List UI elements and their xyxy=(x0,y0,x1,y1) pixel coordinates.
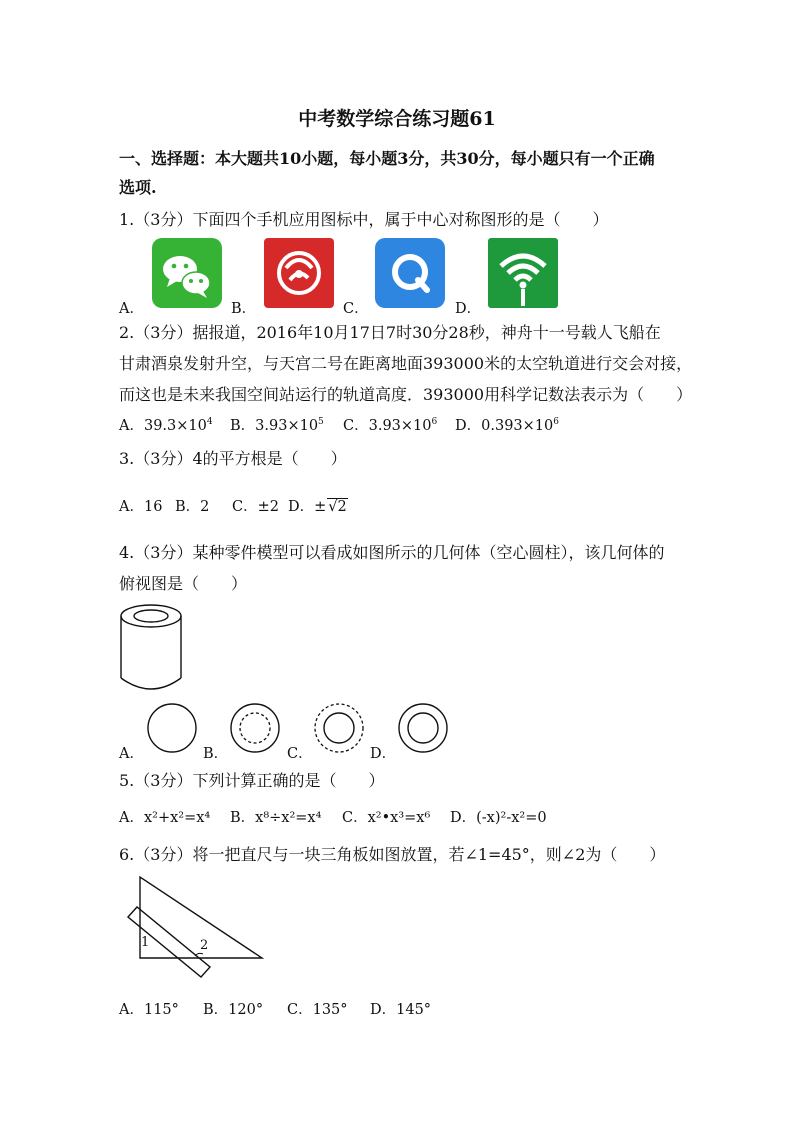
q2-option-b: B．$3.93\times 10^5$ xyxy=(230,417,324,434)
q4-option-d: D． xyxy=(370,746,397,762)
q5-option-a: A．x²+x²=x⁴ xyxy=(119,810,211,826)
q1-stem: 1.（3分）下面四个手机应用图标中，属于中心对称图形的是（ ） xyxy=(119,210,609,229)
angle-1-label: 1 xyxy=(141,935,150,950)
q1-option-a: A． xyxy=(119,301,144,317)
phoenix-swirl-icon xyxy=(264,238,334,308)
section-heading-line2: 选项. xyxy=(119,178,157,197)
q6-option-b: B．120° xyxy=(203,1002,264,1018)
view-option-b-rings-dashed-inner xyxy=(229,702,281,754)
q1-option-b: B． xyxy=(231,301,257,317)
q4-option-b: B． xyxy=(203,746,229,762)
view-option-c-rings-dashed-outer xyxy=(313,702,365,754)
q3-stem: 3.（3分）4的平方根是（ ） xyxy=(119,449,347,468)
q5-stem: 5.（3分）下列计算正确的是（ ） xyxy=(119,771,385,790)
q5-option-d: D．(-x)²-x²=0 xyxy=(450,810,547,826)
q2-line3: 而这也是未来我国空间站运行的轨道高度．393000用科学记数法表示为（ ） xyxy=(119,385,693,404)
q-search-icon xyxy=(375,238,445,308)
view-option-a-circle xyxy=(146,702,198,754)
q1-option-d: D． xyxy=(455,301,482,317)
q6-stem: 6.（3分）将一把直尺与一块三角板如图放置，若∠1=45°，则∠2为（ ） xyxy=(119,845,666,864)
section-heading-line1: 一、选择题：本大题共10小题，每小题3分，共30分，每小题只有一个正确 xyxy=(119,149,655,168)
q3-option-d: D．± √2 xyxy=(288,499,347,515)
q3-option-a: A．16 xyxy=(119,499,163,515)
q4-line2: 俯视图是（ ） xyxy=(119,574,248,593)
q2-option-d: D．$0.393\times 10^6$ xyxy=(455,417,559,434)
q6-option-c: C．135° xyxy=(287,1002,348,1018)
q4-option-a: A． xyxy=(119,746,144,762)
view-option-d-solid-rings xyxy=(397,702,449,754)
q6-option-d: D．145° xyxy=(370,1002,432,1018)
q6-option-a: A．115° xyxy=(119,1002,179,1018)
q2-option-c: C．$3.93\times 10^6$ xyxy=(343,417,438,434)
wifi-signal-icon xyxy=(488,238,558,308)
ruler-triangle-figure xyxy=(115,870,275,980)
q3-option-c: C．±2 xyxy=(232,499,279,515)
hollow-cylinder-figure xyxy=(115,600,190,695)
q5-option-c: C．x²•x³=x⁶ xyxy=(342,810,431,826)
q1-option-c: C． xyxy=(343,301,369,317)
q4-line1: 4.（3分）某种零件模型可以看成如图所示的几何体（空心圆柱），该几何体的 xyxy=(119,543,665,562)
angle-2-label: 2 xyxy=(200,938,209,953)
q2-option-a: A．$39.3\times 10^4$ xyxy=(119,417,213,434)
q5-option-b: B．x⁸÷x²=x⁴ xyxy=(230,810,322,826)
q3-option-b: B．2 xyxy=(175,499,210,515)
q4-option-c: C． xyxy=(287,746,313,762)
wechat-icon xyxy=(152,238,222,308)
q2-line2: 甘肃酒泉发射升空，与天宫二号在距离地面393000米的太空轨道进行交会对接， xyxy=(119,354,693,373)
q2-line1: 2.（3分）据报道，2016年10月17日7时30分28秒，神舟十一号载人飞船在 xyxy=(119,323,661,342)
page-title: 中考数学综合练习题61 xyxy=(298,108,496,130)
